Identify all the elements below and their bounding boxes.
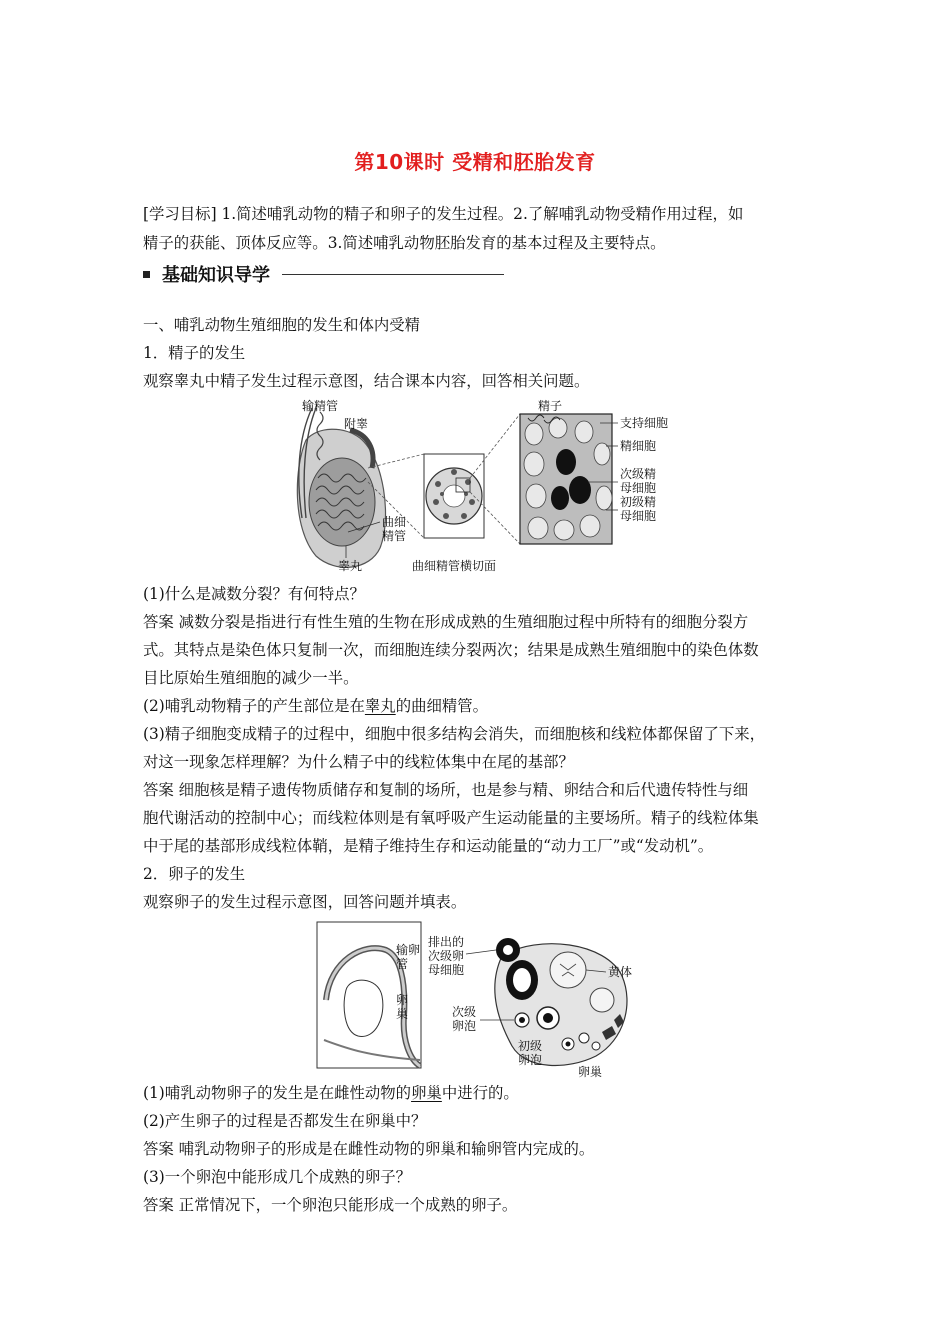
question-5: (2)产生卵子的过程是否都发生在卵巢中？ (143, 1112, 427, 1130)
answer-3-line-1: 答案 细胞核是精子遗传物质储存和复制的场所，也是参与精、卵结合和后代遗传特性与细 (143, 781, 749, 799)
question-3-line-1: (3)精子细胞变成精子的过程中，细胞中很多结构会消失，而细胞核和线粒体都保留了下来， (143, 725, 766, 743)
label-spermatid: 精细胞 (620, 439, 657, 453)
objectives-line-2: 精子的获能、顶体反应等。3.简述哺乳动物胚胎发育的基本过程及主要特点。 (143, 234, 666, 252)
label-cross-section: 曲细精管横切面 (412, 559, 497, 573)
subheading-sperm: 1．精子的发生 (143, 344, 246, 362)
label-ovary-1: 卵 (396, 993, 409, 1007)
label-primary-follicle-1: 初级 (518, 1039, 543, 1053)
label-tubule-1: 曲细 (382, 515, 407, 529)
testis-illustration (297, 408, 385, 567)
label-tubule-2: 精管 (382, 529, 407, 543)
answer-6: 答案 正常情况下，一个卵泡只能形成一个成熟的卵子。 (143, 1196, 518, 1214)
label-corpus-luteum: 黄体 (608, 965, 633, 979)
label-sertoli-cell: 支持细胞 (620, 416, 668, 430)
answer-1-line-1: 答案 减数分裂是指进行有性生殖的生物在形成成熟的生殖细胞过程中所特有的细胞分裂方 (143, 613, 749, 631)
answer-1-line-2: 式。其特点是染色体只复制一次，而细胞连续分裂两次；结果是成熟生殖细胞中的染色体数 (143, 641, 759, 659)
label-secondary-follicle-1: 次级 (452, 1005, 477, 1019)
label-released-2: 次级卵 (428, 949, 465, 963)
sperm-development-figure (288, 398, 668, 576)
subheading-egg: 2．卵子的发生 (143, 865, 246, 883)
ovary-section-illustration (495, 938, 627, 1065)
question-3-line-2: 对这一现象怎样理解？为什么精子中的线粒体集中在尾的基部？ (143, 753, 574, 771)
question-2-post: 的曲细精管。 (395, 697, 489, 715)
label-secondary-2: 母细胞 (620, 481, 657, 495)
question-2-pre: (2)哺乳动物精子的产生部位是在 (143, 697, 365, 715)
label-ovary-2: 巢 (396, 1007, 409, 1021)
question-2-underlined: 睾丸 (364, 697, 396, 715)
egg-development-figure (316, 920, 646, 1078)
label-oviduct-1: 输卵 (396, 943, 421, 957)
section-rule (282, 274, 504, 275)
label-primary-follicle-2: 卵泡 (518, 1053, 543, 1067)
answer-1-line-3: 目比原始生殖细胞的减少一半。 (143, 669, 359, 687)
label-secondary-follicle-2: 卵泡 (452, 1019, 477, 1033)
label-vas-deferens: 输精管 (302, 399, 339, 413)
section-title: 基础知识导学 (162, 265, 270, 286)
part1-heading: 一、哺乳动物生殖细胞的发生和体内受精 (143, 316, 421, 334)
intro-egg: 观察卵子的发生过程示意图，回答问题并填表。 (143, 893, 467, 911)
question-4-pre: (1)哺乳动物卵子的发生是在雌性动物的 (143, 1084, 412, 1102)
pointer-line (466, 950, 496, 954)
label-released-1: 排出的 (428, 935, 465, 949)
square-bullet-icon (143, 271, 150, 278)
label-primary-1: 初级精 (620, 495, 657, 509)
label-oviduct-2: 管 (396, 957, 409, 971)
zoom-line (470, 414, 520, 478)
section-header (143, 260, 504, 288)
question-4-underlined: 卵巢 (411, 1084, 442, 1102)
question-1: (1)什么是减数分裂？有何特点？ (143, 585, 365, 603)
label-secondary-1: 次级精 (620, 467, 657, 481)
question-4-post: 中进行的。 (441, 1084, 519, 1102)
tubule-cross-section (424, 454, 484, 538)
page-title: 第10课时 受精和胚胎发育 (354, 150, 596, 174)
answer-3-line-3: 中于尾的基部形成线粒体鞘，是精子维持生存和运动能量的“动力工厂”或“发动机”。 (143, 837, 714, 855)
objectives-line-1: [学习目标] 1.简述哺乳动物的精子和卵子的发生过程。2.了解哺乳动物受精作用过程，如 (143, 205, 744, 223)
label-primary-2: 母细胞 (620, 509, 657, 523)
label-testis: 睾丸 (338, 559, 363, 573)
magnified-tissue (520, 414, 612, 544)
question-6: (3)一个卵泡中能形成几个成熟的卵子？ (143, 1168, 412, 1186)
label-epididymis: 附睾 (344, 417, 369, 431)
label-ovary: 卵巢 (578, 1065, 603, 1078)
answer-3-line-2: 胞代谢活动的控制中心；而线粒体则是有氧呼吸产生运动能量的主要场所。精子的线粒体集 (143, 809, 759, 827)
intro-sperm: 观察睾丸中精子发生过程示意图，结合课本内容，回答相关问题。 (143, 372, 590, 390)
question-4 (143, 1079, 823, 1108)
label-released-3: 母细胞 (428, 963, 465, 977)
answer-5: 答案 哺乳动物卵子的形成是在雌性动物的卵巢和输卵管内完成的。 (143, 1140, 595, 1158)
question-2 (143, 692, 823, 721)
label-sperm: 精子 (538, 399, 563, 413)
